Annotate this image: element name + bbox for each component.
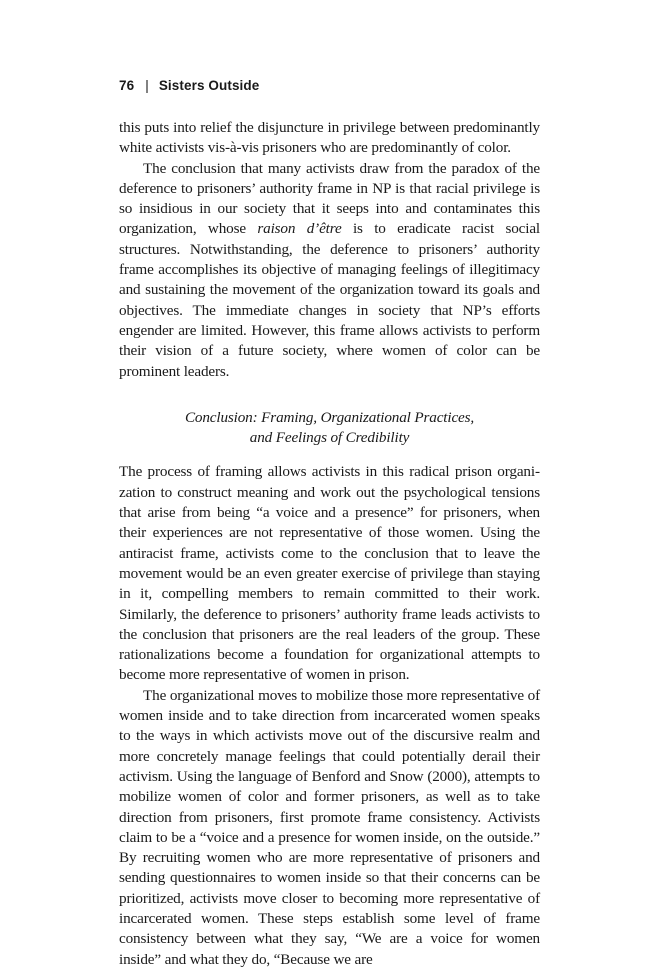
section-heading-line-1: Conclusion: Framing, Organizational Practices, bbox=[184, 408, 475, 426]
book-page bbox=[119, 0, 540, 968]
running-head bbox=[119, 78, 259, 93]
body-text bbox=[119, 118, 540, 970]
paragraph-continuation: this puts into relief the disjuncture in privilege between predominantly white activists vis-à-vis prisoners who are predominantly of color. bbox=[119, 119, 540, 157]
section-heading-line-2: and Feelings of Credibility bbox=[249, 429, 410, 447]
paragraph-text: is to eradicate racist social structures. Notwithstanding, the deference to prisoners’ authority frame accomplishes its objective of managing feelings of illegitimacy and sustaining the movement of the organization toward its goals and objectives. The immediate changes in society that NP’s efforts engender are limited. However, this frame allows activists to perform their vision of a future society, where women of color can be prominent leaders. bbox=[119, 220, 540, 380]
paragraph-organizational-moves: The organizational moves to mobilize those more representative of women inside and to take direction from incarcerated women speaks to the ways in which activists move out of the discursive realm and more concretely manage feelings that could potentially derail their activism. Using the language of Benford and Snow (2000), attempts to mobilize women of color and former prisoners, as well as to take direction from prisoners, first promote frame consistency. Activists claim to be a “voice and a presence for women inside, on the outside.” By recruiting women who are more representative of prisoners and sending questionnaires to women inside so that their concerns can be prioritized, activists move closer to becoming more representative of incarcerated women. These steps establish some level of frame consistency between what they say, “We are a voice for women inside” and what they do, “Because we are bbox=[119, 686, 540, 968]
paragraph-framing-process: The process of framing allows activists in this radical prison organization to construct meaning and work out the psychological tensions that arise from being “a voice and a presence” for prisoners, when their experiences are not representative of those women. Using the antiracist frame, activists come to the conclusion that to leave the movement would be an even greater exercise of privilege than staying in it, compelling members to remain committed to their work. Similarly, the deference to prisoners’ authority frame leads activists to the conclusion that prisoners are the real leaders of the group. These rationalizations become a foundation for organizational attempts to become more representative of women in prison. bbox=[119, 463, 540, 684]
header-separator: | bbox=[145, 78, 149, 93]
running-title: Sisters Outside bbox=[158, 78, 260, 93]
italic-phrase: raison d’être bbox=[257, 220, 342, 238]
page-number: 76 bbox=[119, 78, 135, 93]
section-heading bbox=[119, 408, 540, 449]
paragraph-text: The conclusion that many activists draw from the paradox of the deference to prisoners’ authority frame in NP is that racial privilege is so insidious in our society that it seeps into and contaminates this organization, whose bbox=[119, 159, 540, 238]
paragraph-conclusion-draw bbox=[119, 159, 540, 382]
